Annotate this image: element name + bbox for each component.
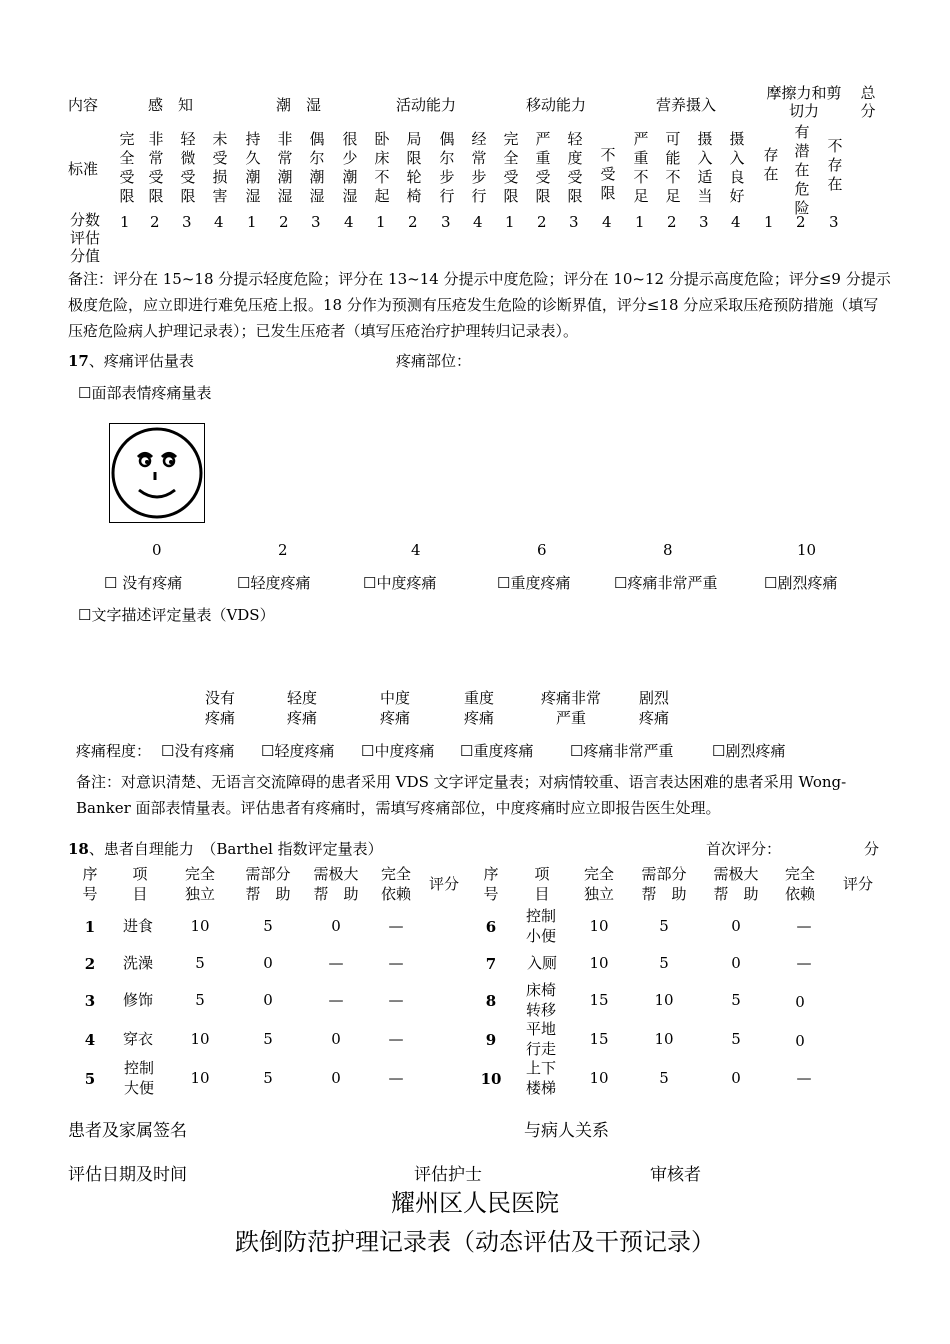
barthel-header-line2: 号 xyxy=(483,885,499,903)
criterion: 存在 xyxy=(763,146,779,183)
score: 1 xyxy=(247,213,257,231)
barthel-header-line1: 完全 xyxy=(380,865,411,883)
col-friction: 摩擦力和剪切力 xyxy=(766,84,842,120)
vds-level-line1: 重度 xyxy=(463,689,494,707)
score: 1 xyxy=(764,213,774,231)
col-content: 内容 xyxy=(68,96,99,114)
barthel-cell: 5 xyxy=(659,917,669,935)
col-sensory: 感 知 xyxy=(148,96,194,114)
barthel-cell: 0 xyxy=(331,1030,341,1048)
barthel-cell: — xyxy=(388,991,404,1009)
barthel-section-title xyxy=(68,838,383,859)
barthel-header-line1: 需极大 xyxy=(313,865,359,883)
barthel-cell: 5 xyxy=(263,1069,273,1087)
face-option-checkbox[interactable]: ☐ 没有疼痛 xyxy=(104,574,183,592)
barthel-row-no: 6 xyxy=(485,918,497,936)
barthel-header-line1: 需极大 xyxy=(713,865,759,883)
barthel-header xyxy=(530,864,554,904)
barthel-cell: 10 xyxy=(654,991,674,1009)
barthel-cell: 0 xyxy=(731,917,741,935)
face-option-checkbox[interactable]: ☐重度疼痛 xyxy=(497,574,571,592)
barthel-cell: 10 xyxy=(654,1030,674,1048)
pain-scale-value: 6 xyxy=(537,541,547,559)
face-option-checkbox[interactable]: ☐疼痛非常严重 xyxy=(614,574,718,592)
pain-section-label: 、疼痛评估量表 xyxy=(88,352,194,370)
score: 1 xyxy=(120,213,130,231)
barthel-cell: 0 xyxy=(263,954,273,972)
barthel-row-no: 1 xyxy=(84,918,96,936)
barthel-cell: 0 xyxy=(263,991,273,1009)
barthel-header-line1: 完全 xyxy=(583,865,614,883)
barthel-header-line1: 完全 xyxy=(784,865,815,883)
criterion: 可能不足 xyxy=(665,130,681,205)
pain-scale-value: 4 xyxy=(411,541,421,559)
criterion: 非常潮湿 xyxy=(277,130,293,205)
vds-level xyxy=(630,688,678,728)
barthel-cell: 10 xyxy=(589,954,609,972)
barthel-row-no: 3 xyxy=(84,992,96,1010)
pain-scale-value: 8 xyxy=(663,541,673,559)
barthel-cell: — xyxy=(328,991,344,1009)
assessing-nurse-label: 评估护士 xyxy=(414,1165,482,1185)
pain-scale-value: 10 xyxy=(797,541,817,559)
pain-scale-value: 2 xyxy=(278,541,288,559)
barthel-cell: — xyxy=(388,1069,404,1087)
barthel-section-number: 18 xyxy=(68,840,89,858)
barthel-header: 评分 xyxy=(842,875,873,893)
barthel-row-no: 2 xyxy=(84,955,96,973)
score: 2 xyxy=(667,213,677,231)
barthel-row-item: 床椅转移 xyxy=(525,981,556,1019)
barthel-header-line2: 帮 助 xyxy=(713,885,759,903)
barthel-header xyxy=(581,864,617,904)
barthel-row-item: 平地行走 xyxy=(525,1020,556,1058)
barthel-header-line1: 项 xyxy=(132,865,148,883)
criterion: 很少潮湿 xyxy=(342,130,358,205)
pain-degree-checkbox[interactable]: ☐疼痛非常严重 xyxy=(570,742,674,760)
barthel-header-line2: 独立 xyxy=(184,885,215,903)
score: 1 xyxy=(505,213,515,231)
barthel-header-line1: 需部分 xyxy=(641,865,687,883)
vds-level-line1: 没有 xyxy=(204,689,235,707)
vds-level xyxy=(455,688,503,728)
criterion: 偶尔步行 xyxy=(439,130,455,205)
barthel-cell: — xyxy=(796,917,812,935)
barthel-row-item: 洗澡 xyxy=(122,954,153,972)
score: 4 xyxy=(731,213,741,231)
barthel-header-line2: 帮 助 xyxy=(641,885,687,903)
score: 3 xyxy=(311,213,321,231)
pain-section-title xyxy=(68,350,194,371)
vds-level-line2: 疼痛 xyxy=(204,709,235,727)
barthel-header-line2: 号 xyxy=(82,885,98,903)
vds-level-line1: 疼痛非常 xyxy=(540,689,601,707)
score: 4 xyxy=(214,213,224,231)
score: 2 xyxy=(150,213,160,231)
barthel-cell: 5 xyxy=(659,954,669,972)
barthel-header: 评分 xyxy=(428,875,459,893)
barthel-header-line1: 序 xyxy=(82,865,98,883)
criterion: 持久潮湿 xyxy=(245,130,261,205)
barthel-row-no: 7 xyxy=(485,955,497,973)
barthel-cell: 0 xyxy=(795,1032,805,1050)
barthel-section-label: 、患者自理能力 （Barthel 指数评定量表） xyxy=(88,840,383,858)
vds-level-line2: 疼痛 xyxy=(638,709,669,727)
vds-level-line2: 严重 xyxy=(555,709,586,727)
barthel-header-line2: 目 xyxy=(132,885,148,903)
barthel-header-line2: 依赖 xyxy=(784,885,815,903)
vds-level-line2: 疼痛 xyxy=(286,709,317,727)
barthel-header-line2: 依赖 xyxy=(380,885,411,903)
barthel-cell: 15 xyxy=(589,1030,609,1048)
barthel-header xyxy=(240,864,296,904)
first-score-label: 首次评分： xyxy=(706,840,782,858)
criterion: 不受限 xyxy=(600,146,616,202)
patient-signature-label: 患者及家属签名 xyxy=(68,1121,187,1141)
hospital-name: 耀州区人民医院 xyxy=(391,1189,559,1217)
vds-checkbox[interactable]: ☐文字描述评定量表（VDS） xyxy=(78,606,275,624)
assessment-date-label: 评估日期及时间 xyxy=(68,1165,187,1185)
pain-degree-label: 疼痛程度： xyxy=(76,742,152,760)
score: 2 xyxy=(537,213,547,231)
barthel-cell: 10 xyxy=(589,1069,609,1087)
criterion: 有潜在危险 xyxy=(794,123,810,217)
criterion: 未受损害 xyxy=(212,130,228,205)
vds-level xyxy=(533,688,609,728)
col-mobility: 移动能力 xyxy=(526,96,587,114)
barthel-header xyxy=(308,864,364,904)
criterion: 不存在 xyxy=(827,137,843,193)
score: 3 xyxy=(569,213,579,231)
col-moisture: 潮 湿 xyxy=(276,96,322,114)
vds-level xyxy=(196,688,244,728)
score: 2 xyxy=(796,213,806,231)
barthel-header xyxy=(182,864,218,904)
barthel-header xyxy=(708,864,764,904)
pain-degree-checkbox[interactable]: ☐中度疼痛 xyxy=(361,742,435,760)
score: 3 xyxy=(441,213,451,231)
criterion: 严重受限 xyxy=(535,130,551,205)
barthel-cell: — xyxy=(796,1069,812,1087)
criterion: 摄入适当 xyxy=(697,130,713,205)
score: 1 xyxy=(635,213,645,231)
barthel-row-no: 9 xyxy=(485,1031,497,1049)
col-total: 总分 xyxy=(860,84,876,120)
score-label: 分数评估分值 xyxy=(69,211,100,265)
barthel-header-line2: 帮 助 xyxy=(313,885,359,903)
score: 3 xyxy=(182,213,192,231)
barthel-header-line2: 帮 助 xyxy=(245,885,291,903)
barthel-header-line2: 独立 xyxy=(583,885,614,903)
barthel-cell: 5 xyxy=(731,991,741,1009)
col-activity: 活动能力 xyxy=(396,96,457,114)
pain-degree-checkbox[interactable]: ☐没有疼痛 xyxy=(161,742,235,760)
barthel-cell: — xyxy=(388,954,404,972)
face-scale-checkbox[interactable]: ☐面部表情疼痛量表 xyxy=(78,384,212,402)
smiley-face-icon xyxy=(109,423,205,523)
criterion: 经常步行 xyxy=(471,130,487,205)
barthel-cell: — xyxy=(796,954,812,972)
barthel-cell: 10 xyxy=(589,917,609,935)
barthel-row-item: 修饰 xyxy=(122,991,153,1009)
vds-level xyxy=(371,688,419,728)
barthel-row-no: 4 xyxy=(84,1031,96,1049)
first-score-unit: 分 xyxy=(864,840,880,858)
pain-degree-checkbox[interactable]: ☐重度疼痛 xyxy=(460,742,534,760)
barthel-cell: 5 xyxy=(263,917,273,935)
criterion: 摄入良好 xyxy=(729,130,745,205)
pain-section-number: 17 xyxy=(68,352,89,370)
score: 4 xyxy=(602,213,612,231)
criterion: 非常受限 xyxy=(148,130,164,205)
score: 2 xyxy=(279,213,289,231)
barthel-header-line2: 目 xyxy=(534,885,550,903)
barthel-cell: 0 xyxy=(731,954,741,972)
col-nutrition: 营养摄入 xyxy=(656,96,717,114)
barthel-row-no: 5 xyxy=(84,1070,96,1088)
vds-level-line2: 疼痛 xyxy=(379,709,410,727)
criterion: 完全受限 xyxy=(503,130,519,205)
face-option-checkbox[interactable]: ☐剧烈疼痛 xyxy=(764,574,838,592)
barthel-header-line1: 项 xyxy=(534,865,550,883)
barthel-header xyxy=(782,864,818,904)
standard-label: 标准 xyxy=(68,160,99,178)
barthel-cell: — xyxy=(328,954,344,972)
criterion: 偶尔潮湿 xyxy=(309,130,325,205)
score: 4 xyxy=(473,213,483,231)
barthel-cell: 15 xyxy=(589,991,609,1009)
pain-scale-value: 0 xyxy=(152,541,162,559)
relation-label: 与病人关系 xyxy=(524,1121,609,1141)
vds-level-line2: 疼痛 xyxy=(463,709,494,727)
vds-level xyxy=(278,688,326,728)
score: 2 xyxy=(408,213,418,231)
barthel-cell: 0 xyxy=(795,993,805,1011)
barthel-row-item: 入厕 xyxy=(526,954,557,972)
score: 4 xyxy=(344,213,354,231)
criterion: 卧床不起 xyxy=(374,130,390,205)
pain-degree-checkbox[interactable]: ☐剧烈疼痛 xyxy=(712,742,786,760)
barthel-cell: — xyxy=(388,917,404,935)
criterion: 轻微受限 xyxy=(180,130,196,205)
score: 3 xyxy=(699,213,709,231)
vds-level-line1: 中度 xyxy=(379,689,410,707)
pain-degree-checkbox[interactable]: ☐轻度疼痛 xyxy=(261,742,335,760)
barthel-header xyxy=(78,864,102,904)
barthel-cell: 0 xyxy=(731,1069,741,1087)
face-option-checkbox[interactable]: ☐中度疼痛 xyxy=(363,574,437,592)
barthel-cell: 5 xyxy=(195,991,205,1009)
barthel-header-line1: 需部分 xyxy=(245,865,291,883)
barthel-header xyxy=(378,864,414,904)
braden-note: 备注：评分在 15~18 分提示轻度危险；评分在 13~14 分提示中度危险；评分在 10~12 分提示高度危险；评分≤9 分提示极度危险，应立即进行难免压疮上报。18 分作为预测有压疮发生危险的诊断界值，评分≤18 分应采取压疮预防措施（填写压疮危险病人护理记录表）；已发生压疮者（填写压疮治疗护理转归记录表）。 xyxy=(68,270,891,340)
barthel-cell: 10 xyxy=(190,1030,210,1048)
barthel-row-item: 穿衣 xyxy=(122,1030,153,1048)
criterion: 完全受限 xyxy=(119,130,135,205)
barthel-row-item: 上下楼梯 xyxy=(525,1059,556,1097)
barthel-row-item: 进食 xyxy=(122,917,153,935)
barthel-cell: 5 xyxy=(195,954,205,972)
barthel-header-line1: 序 xyxy=(483,865,499,883)
barthel-cell: 0 xyxy=(331,1069,341,1087)
pain-note: 备注：对意识清楚、无语言交流障碍的患者采用 VDS 文字评定量表；对病情较重、语言表达困难的患者采用 Wong-Banker 面部表情量表。评估患者有疼痛时，需填写疼痛部位，中度疼痛时应立即报告医生处理。 xyxy=(76,773,847,817)
reviewer-label: 审核者 xyxy=(650,1165,701,1185)
criterion: 局限轮椅 xyxy=(406,130,422,205)
barthel-cell: 5 xyxy=(263,1030,273,1048)
barthel-cell: 10 xyxy=(190,917,210,935)
barthel-row-no: 8 xyxy=(485,992,497,1010)
barthel-cell: 5 xyxy=(659,1069,669,1087)
pain-site-label: 疼痛部位： xyxy=(396,352,472,370)
criterion: 轻度受限 xyxy=(567,130,583,205)
score: 3 xyxy=(829,213,839,231)
barthel-row-no: 10 xyxy=(480,1070,502,1088)
vds-level-line1: 剧烈 xyxy=(638,689,669,707)
barthel-header-line1: 完全 xyxy=(184,865,215,883)
barthel-cell: 5 xyxy=(731,1030,741,1048)
criterion: 严重不足 xyxy=(633,130,649,205)
face-option-checkbox[interactable]: ☐轻度疼痛 xyxy=(237,574,311,592)
barthel-cell: 10 xyxy=(190,1069,210,1087)
barthel-header xyxy=(479,864,503,904)
barthel-cell: — xyxy=(388,1030,404,1048)
vds-level-line1: 轻度 xyxy=(286,689,317,707)
barthel-header xyxy=(636,864,692,904)
barthel-row-item: 控制大便 xyxy=(123,1059,154,1097)
barthel-cell: 0 xyxy=(331,917,341,935)
form-title: 跌倒防范护理记录表（动态评估及干预记录） xyxy=(235,1228,715,1256)
score: 1 xyxy=(376,213,386,231)
barthel-header xyxy=(128,864,152,904)
barthel-row-item: 控制小便 xyxy=(525,907,556,945)
